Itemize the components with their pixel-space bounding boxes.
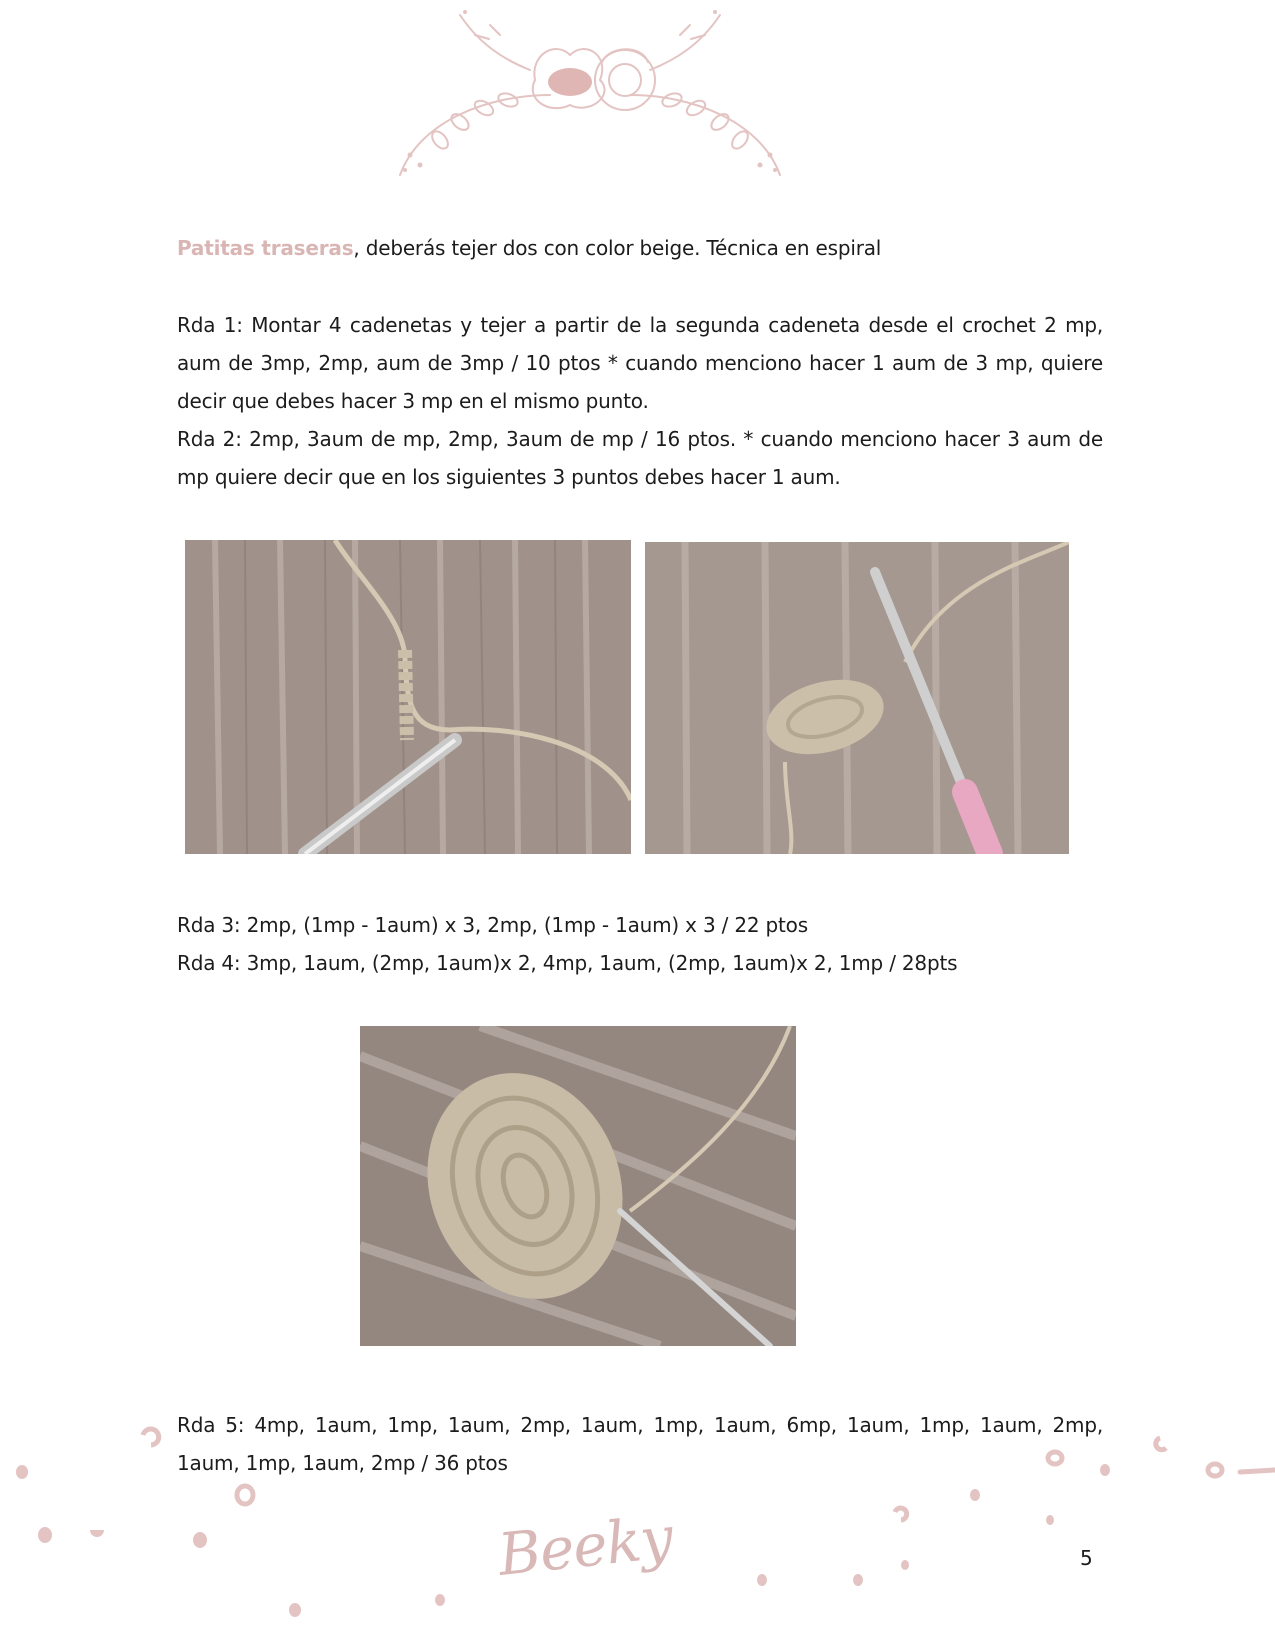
section-intro-text: , deberás tejer dos con color beige. Técnica en espiral xyxy=(353,236,882,260)
photo-chain-stitches xyxy=(185,540,631,854)
brand-name: Beeky xyxy=(494,1503,676,1589)
brand-signature xyxy=(494,1503,688,1616)
section-title: Patitas traseras xyxy=(177,236,354,260)
instructions-block-1 xyxy=(177,306,1103,496)
round-1-text: Rda 1: Montar 4 cadenetas y tejer a partir de la segunda cadeneta desde el crochet 2 mp, aum de 3mp, 2mp, aum de 3mp / 10 ptos * cuando menciono hacer 1 aum de 3 mp, quiere decir que debes hacer 3 mp en el mismo punto. xyxy=(177,313,1103,413)
photo-oval-sole xyxy=(360,1026,796,1346)
photo-first-rounds xyxy=(645,542,1069,854)
round-3-text: Rda 3: 2mp, (1mp - 1aum) x 3, 2mp, (1mp - 1aum) x 3 / 22 ptos xyxy=(177,913,808,937)
section-intro xyxy=(177,229,1117,267)
round-5-text: Rda 5: 4mp, 1aum, 1mp, 1aum, 2mp, 1aum, 1mp, 1aum, 6mp, 1aum, 1mp, 1aum, 2mp, 1aum, 1mp, 1aum, 2mp / 36 ptos xyxy=(177,1413,1103,1475)
round-2-text: Rda 2: 2mp, 3aum de mp, 2mp, 3aum de mp / 16 ptos. * cuando menciono hacer 3 aum de mp quiere decir que en los siguientes 3 puntos debes hacer 1 aum. xyxy=(177,427,1103,489)
round-4-text: Rda 4: 3mp, 1aum, (2mp, 1aum)x 2, 4mp, 1aum, (2mp, 1aum)x 2, 1mp / 28pts xyxy=(177,951,958,975)
floral-ornament-icon xyxy=(380,0,800,200)
instructions-block-2 xyxy=(177,906,1103,982)
page-number: 5 xyxy=(1080,1546,1093,1570)
